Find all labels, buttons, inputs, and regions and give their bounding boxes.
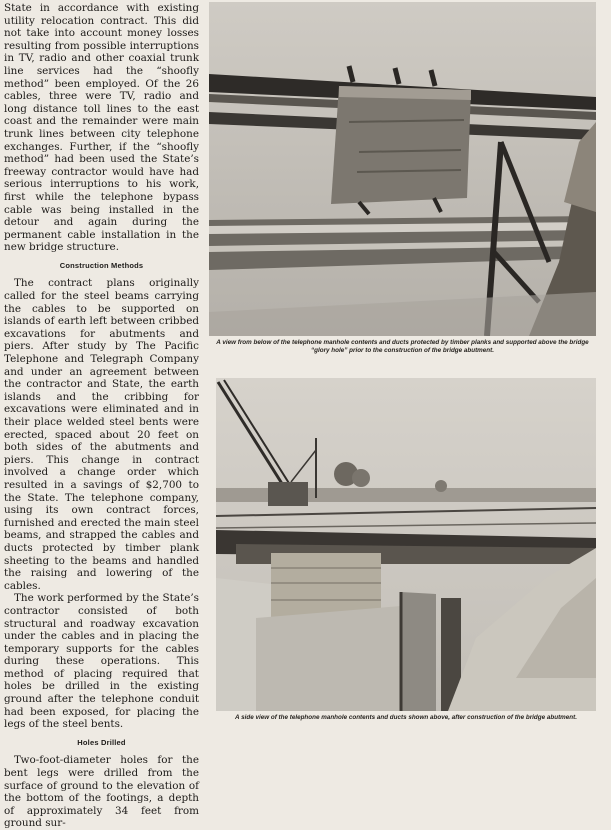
top-photo-caption: A view from below of the telephone manhole contents and ducts protected by timber planks and supported above the bridge “glory hole” prior to the construction of the bridge abutment. <box>216 339 589 354</box>
bottom-photo-caption: A side view of the telephone manhole contents and ducts shown above, after construction of the bridge abutment. <box>235 714 577 721</box>
bottom-photo <box>216 378 596 711</box>
paragraph: Two-foot-diameter holes for the bent legs were drilled from the surface of ground to the elevation of the bottom of the footings, a depth of approximately 34 feet from ground sur- <box>4 754 199 830</box>
paragraph: State in accordance with existing utility relocation contract. This did not take into account money losses resulting from possible interruptions in TV, radio and other coaxial trunk line services had the “shoofly method” been employed. Of the 26 cables, three were TV, radio and long distance toll lines to the east coast and the remainder were main trunk lines between city telephone exchanges. Further, if the “shoofly method” had been used the State’s freeway contractor would have had serious interruptions to his work, first while the telephone bypass cable was being installed in the detour and again during the permanent cable installation in the new bridge structure. <box>4 2 199 254</box>
section-heading: Holes Drilled <box>77 737 126 747</box>
bottom-photo-image <box>216 378 596 711</box>
paragraph: The contract plans originally called for the steel beams carrying the cables to be supported on islands of earth left between cribbed excavations for abutments and piers. After study by The Pacific Telephone and Telegraph Company and under an agreement between the contractor and State, the earth islands and the cribbing for excavations were eliminated and in their place welded steel bents were erected, spaced about 20 feet on both sides of the abutments and piers. This change in contract involved a change order which resulted in a savings of $2,700 to the State. The telephone company, using its own contract forces, furnished and erected the main steel beams, and strapped the cables and ducts protected by timber plank sheeting to the beams and handled the raising and lowering of the cables. <box>4 277 199 592</box>
paragraph: The work performed by the State’s contractor consisted of both structural and roadway excavation under the cables and in placing the temporary supports for the cables during these operations. This method of placing required that holes be drilled in the existing ground after the telephone conduit had been exposed, for placing the legs of the steel bents. <box>4 592 199 731</box>
top-photo-image <box>209 2 596 336</box>
section-heading: Construction Methods <box>59 260 144 270</box>
top-photo <box>209 2 596 336</box>
article-text-column <box>4 2 199 830</box>
